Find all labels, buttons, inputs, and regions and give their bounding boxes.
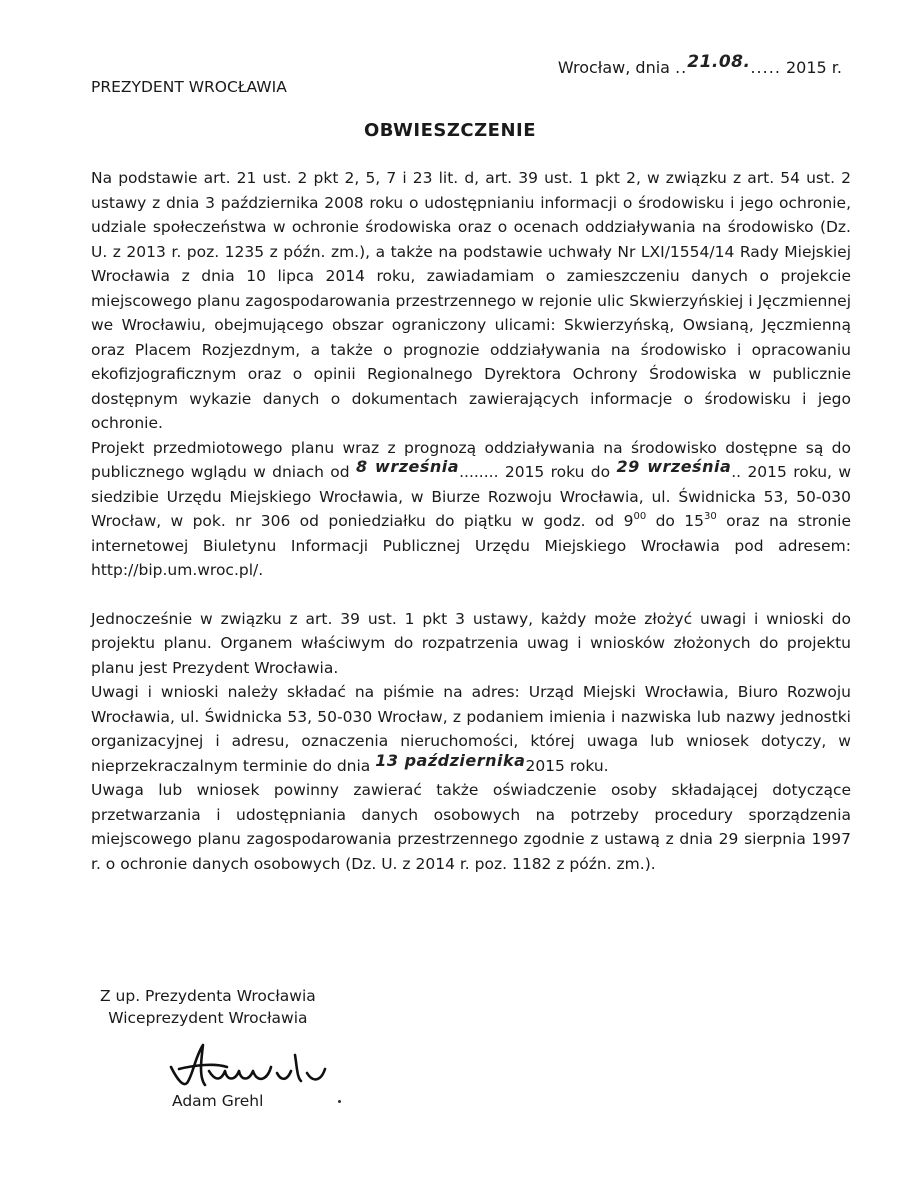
signature-line-2: Wiceprezydent Wrocławia xyxy=(108,1009,308,1027)
date-dots-left: .. xyxy=(675,58,688,77)
signature-block xyxy=(100,985,316,1029)
hour-superscript-2: 30 xyxy=(704,510,717,522)
submission-text-a: Uwagi i wnioski należy składać na piśmie na adres: Urząd Miejski Wrocławia, Biuro Rozwoju Wrocławia, ul. Świdnicka 53, 50-030 Wrocław, z podaniem imienia i nazwiska lub nazwy jednostki organizacyjnej i adresu, oznaczenia nieruchomości, której uwaga lub wniosek dotyczy, w nieprzekraczalnym terminie do dnia xyxy=(91,683,851,775)
handwritten-to-date: 29 września xyxy=(616,457,732,476)
issuer: PREZYDENT WROCŁAWIA xyxy=(91,78,287,96)
date-suffix: 2015 r. xyxy=(786,58,842,77)
access-text-a: Projekt przedmiotowego planu wraz z prognozą oddziaływania na środowisko dostępne są do publicznego wglądu w dniach od xyxy=(91,438,851,481)
scan-speck xyxy=(338,1100,341,1103)
access-text-b: ........ 2015 roku do xyxy=(459,463,611,481)
access-text-e: oraz na stronie internetowej Biuletynu Informacji Publicznej Urzędu Miejskiego Wrocławia pod adresem: http://bip.um.wroc.pl/. xyxy=(91,512,851,579)
date-dots-right: ..... xyxy=(750,58,781,77)
handwritten-from-date: 8 września xyxy=(355,457,460,476)
date-line xyxy=(557,52,842,78)
hour-superscript-1: 00 xyxy=(633,510,647,522)
document-title: OBWIESZCZENIE xyxy=(363,120,536,141)
handwritten-deadline: 13 października xyxy=(375,750,526,770)
submission-text-b: 2015 roku. xyxy=(525,756,609,775)
signature-line-1: Z up. Prezydenta Wrocławia xyxy=(100,987,316,1005)
handwritten-date: 21.08. xyxy=(687,52,751,72)
paragraph-data-protection: Uwaga lub wniosek powinny zawierać także oświadczenie osoby składającej dotyczące przetwarzania i udostępniania danych osobowych na potrzeby procedury sporządzenia miejscowego planu zagospodarowania przestrzennego zgodnie z ustawą z dnia 29 sierpnia 1997 r. o ochronie danych osobowych (Dz. U. z 2014 r. poz. 1182 z późn. zm.). xyxy=(91,781,851,873)
handwritten-signature xyxy=(165,1037,340,1092)
paragraph-legal-basis: Na podstawie art. 21 ust. 2 pkt 2, 5, 7 i 23 lit. d, art. 39 ust. 1 pkt 2, w związku z art. 54 ust. 2 ustawy z dnia 3 października 2008 roku o udostępnianiu informacji o środowisku i jego ochronie, udziale społeczeństwa w ochronie środowiska oraz o ocenach oddziaływania na środowisko (Dz. U. z 2013 r. poz. 1235 z późn. zm.), a także na podstawie uchwały Nr LXI/1554/14 Rady Miejskiej Wrocławia z dnia 10 lipca 2014 roku, zawiadamiam o zamieszczeniu danych o projekcie miejscowego planu zagospodarowania przestrzennego w rejonie ulic Skwierzyńskiej i Jęczmiennej we Wrocławiu, obejmującego obszar ograniczony ulicami: Skwierzyńską, Owsianą, Jęczmienną oraz Placem Rozjezdnym, a także o prognozie oddziaływania na środowisko i opracowaniu ekofizjograficznym oraz o opinii Regionalnego Dyrektora Ochrony Środowiska w publicznie dostępnym wykazie danych o dokumentach zawierających informacje o środowisku i jego ochronie. xyxy=(91,169,851,432)
access-text-c: .. 2015 roku, w siedzibie Urzędu Miejskiego Wrocławia, w Biurze Rozwoju Wrocławia, ul. Świdnicka 53, 50-030 Wrocław, w pok. nr 306 od poniedziałku do piątku w godz. od 9 xyxy=(91,463,851,530)
document-body xyxy=(91,166,851,876)
paragraph-public-access xyxy=(91,436,851,583)
date-prefix: Wrocław, dnia xyxy=(557,58,670,77)
signer-name: Adam Grehl xyxy=(172,1092,264,1110)
access-text-d: do 15 xyxy=(655,512,705,530)
paragraph-comments-right: Jednocześnie w związku z art. 39 ust. 1 pkt 3 ustawy, każdy może złożyć uwagi i wnioski do projektu planu. Organem właściwym do rozpatrzenia uwag i wniosków złożonych do projektu planu jest Prezydent Wrocławia. xyxy=(91,609,851,677)
paragraph-submission xyxy=(91,680,851,778)
